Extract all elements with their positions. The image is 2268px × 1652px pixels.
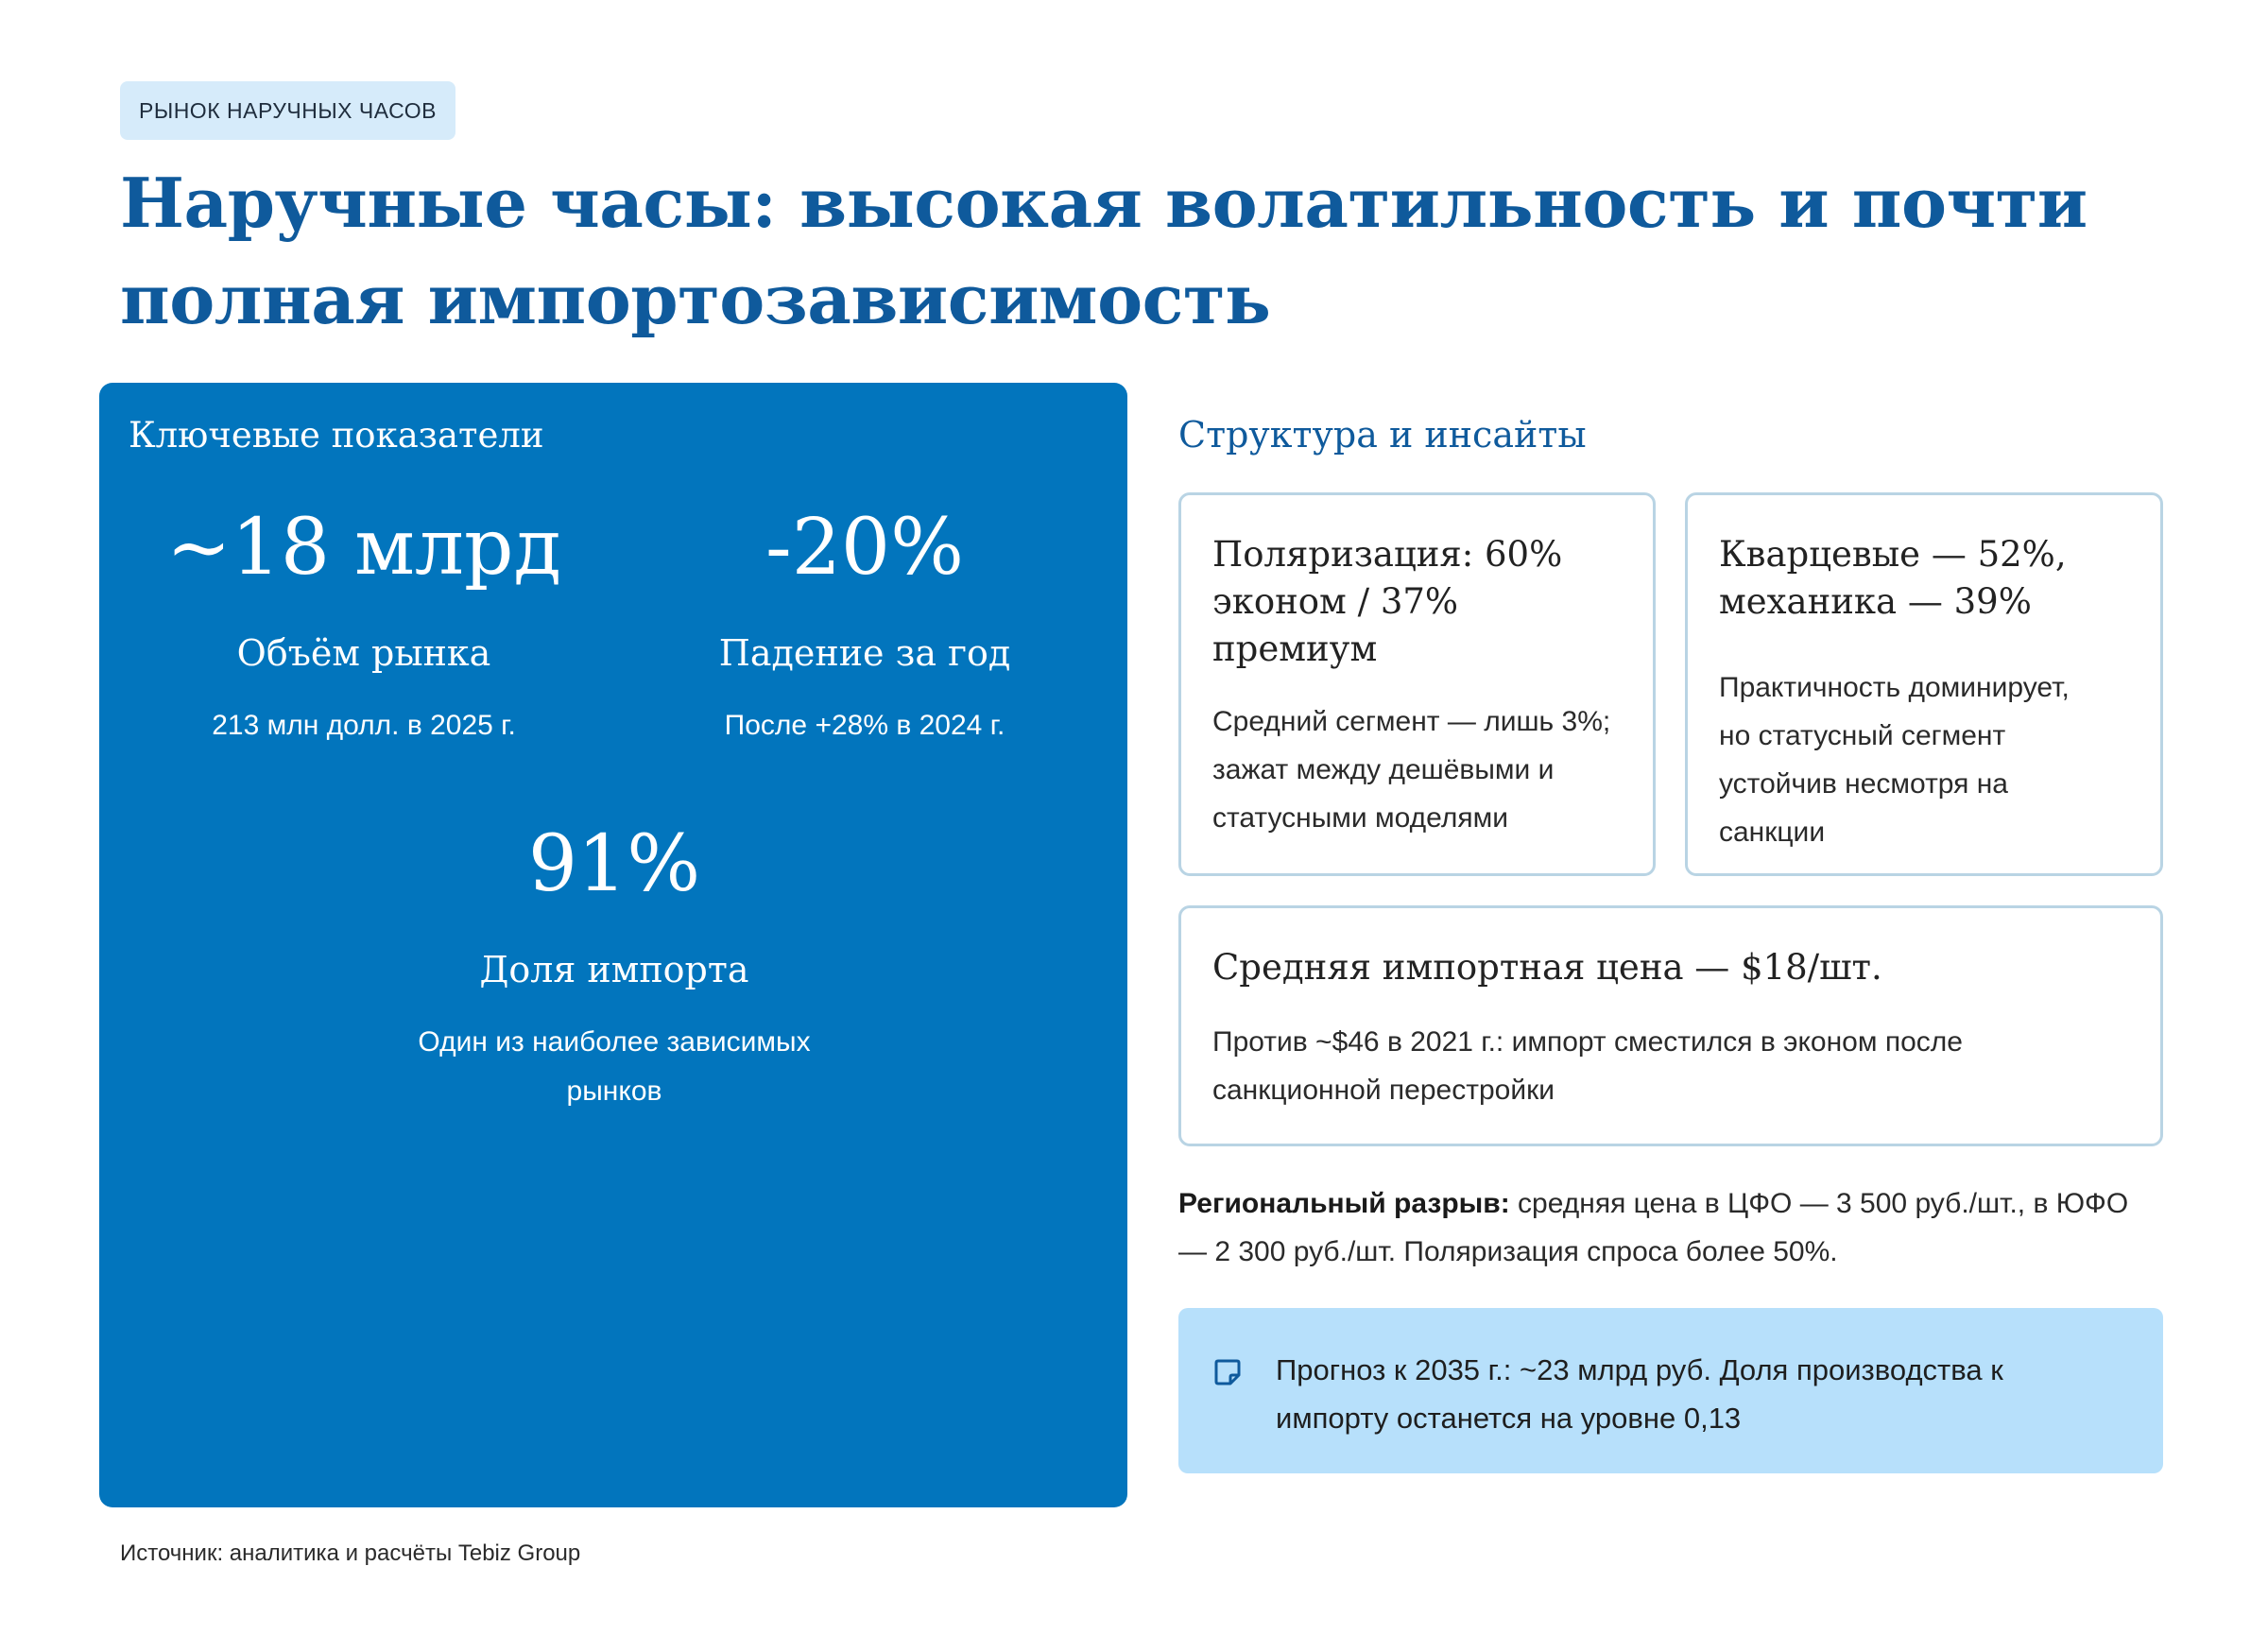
card-text-line: Практичность доминирует, — [1719, 672, 2070, 703]
card-title-line: механика — 39% — [1719, 581, 2032, 622]
card-text-line: зажат между дешёвыми и — [1212, 754, 1555, 785]
forecast-text — [1276, 1346, 2126, 1442]
card-title-line: эконом / 37% — [1212, 581, 1459, 622]
card-title — [1212, 531, 1624, 673]
regional-gap-text-line2: — 2 300 руб./шт. Поляризация спроса более 50%. — [1178, 1236, 1838, 1267]
forecast-callout — [1178, 1308, 2163, 1473]
section-tag: РЫНОК НАРУЧНЫХ ЧАСОВ — [120, 81, 455, 140]
source-note: Источник: аналитика и расчёты Tebiz Group — [120, 1540, 581, 1566]
insight-card-polarization — [1178, 492, 1656, 876]
forecast-text-line: Прогноз к 2035 г.: ~23 млрд руб. Доля производства к — [1276, 1353, 2003, 1386]
kpi-yearly-drop — [666, 501, 1063, 750]
page-title-line1: Наручные часы: высокая волатильность и почти — [120, 163, 2088, 243]
page-title-line2: полная импортозависимость — [120, 259, 1271, 339]
regional-gap-label: Региональный разрыв: — [1178, 1188, 1510, 1219]
kpi-value: ~18 млрд — [166, 503, 561, 593]
card-text-line: но статусный сегмент — [1719, 720, 2006, 751]
card-title: Средняя импортная цена — $18/шт. — [1212, 947, 1882, 988]
structure-section-title: Структура и инсайты — [1178, 414, 1587, 456]
sticky-note-icon — [1212, 1357, 1243, 1387]
kpi-value: 91% — [527, 819, 701, 909]
kpi-market-volume — [165, 501, 562, 750]
card-text-line: санкционной перестройки — [1212, 1075, 1555, 1106]
card-text-line: Средний сегмент — лишь 3%; — [1212, 706, 1611, 737]
card-text — [1719, 663, 2132, 856]
regional-gap-text: средняя цена в ЦФО — 3 500 руб./шт., в ЮФО — [1509, 1188, 2129, 1219]
card-text-line: санкции — [1719, 817, 1826, 848]
kpi-note-line2: рынков — [566, 1076, 662, 1107]
card-text-line: Против ~$46 в 2021 г.: импорт сместился в эконом после — [1212, 1026, 1963, 1058]
card-text — [1212, 697, 1624, 842]
card-title — [1719, 531, 2132, 626]
forecast-text-line: импорту останется на уровне 0,13 — [1276, 1402, 1742, 1435]
kpi-value: -20% — [765, 503, 964, 593]
kpi-label: Падение за год — [718, 632, 1011, 674]
card-title-line: Поляризация: 60% — [1212, 534, 1563, 575]
card-text — [1212, 1018, 2132, 1114]
regional-gap-note — [1178, 1179, 2171, 1276]
kpi-note-line1: Один из наиболее зависимых — [418, 1026, 811, 1058]
kpi-panel-title: Ключевые показатели — [129, 415, 544, 456]
page-title — [120, 155, 2199, 348]
kpi-note: 213 млн долл. в 2025 г. — [212, 710, 516, 741]
kpi-note: После +28% в 2024 г. — [724, 710, 1005, 741]
card-text-line: статусными моделями — [1212, 802, 1508, 834]
kpi-label: Объём рынка — [236, 632, 491, 674]
insight-card-movement-type — [1685, 492, 2163, 876]
kpi-import-share — [416, 817, 813, 1116]
card-title-line: Кварцевые — 52%, — [1719, 534, 2067, 575]
kpi-label: Доля импорта — [479, 949, 749, 990]
card-title-line: премиум — [1212, 628, 1378, 669]
kpi-panel — [99, 383, 1127, 1507]
kpi-note — [416, 1018, 813, 1116]
card-text-line: устойчив несмотря на — [1719, 768, 2008, 800]
insight-card-import-price — [1178, 905, 2163, 1146]
